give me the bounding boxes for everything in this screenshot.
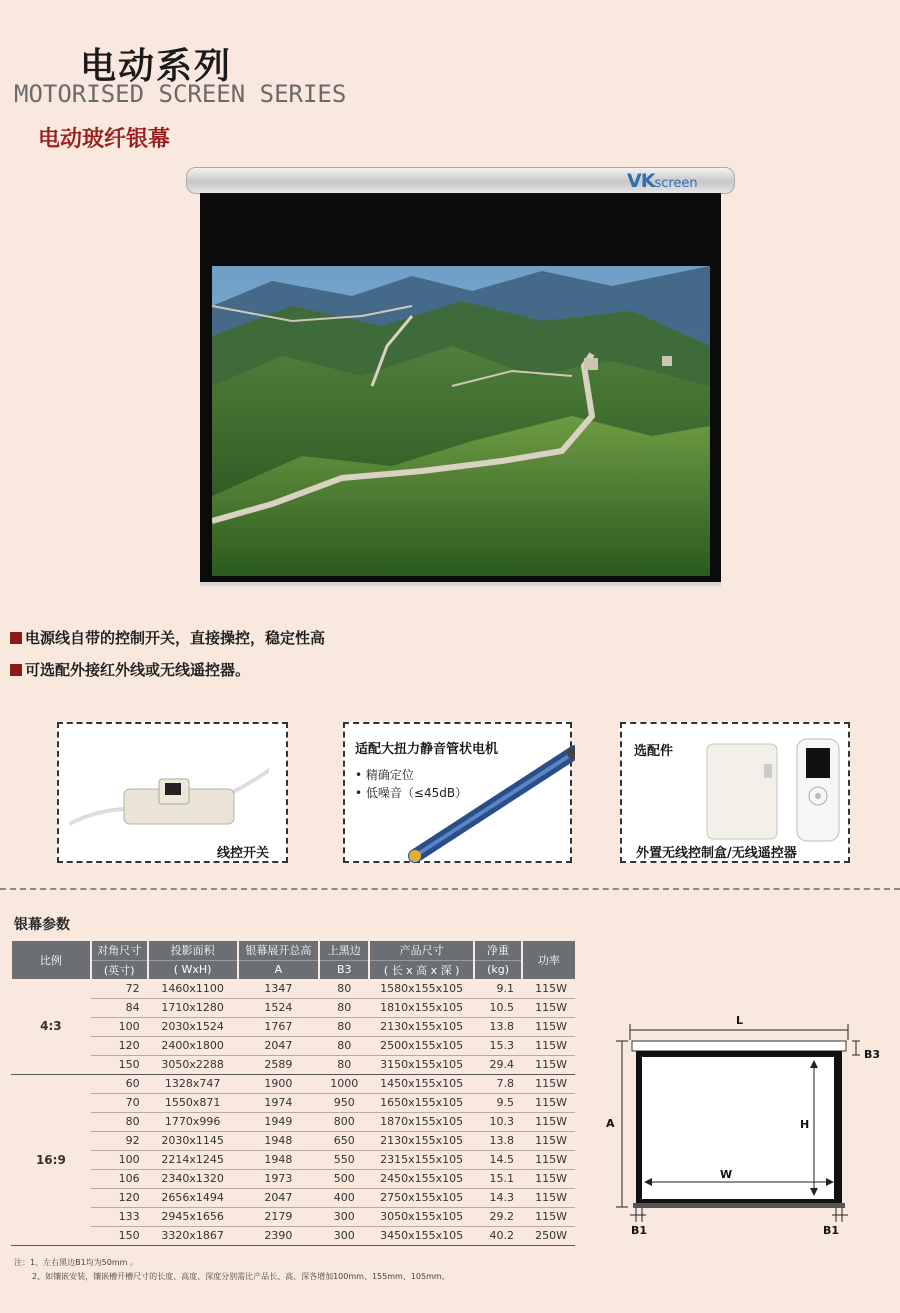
note-2: 2、如镶嵌安装，镶嵌槽开槽尺寸的长度、高度、深度分别需比产品长、高、深各增加100mm、155mm、105mm。 bbox=[32, 1272, 450, 1281]
remote-control-icon bbox=[702, 734, 842, 844]
motor-feature-1: • 精确定位 bbox=[355, 768, 414, 782]
table-cell: 115W bbox=[522, 1207, 575, 1226]
header-power: 功率 bbox=[522, 941, 575, 979]
table-row bbox=[11, 979, 575, 998]
motor-box bbox=[343, 722, 572, 863]
table-cell: 115W bbox=[522, 1188, 575, 1207]
table-cell: 115W bbox=[522, 1169, 575, 1188]
table-cell: 14.3 bbox=[474, 1188, 522, 1207]
table-cell: 1460x1100 bbox=[148, 979, 238, 998]
table-row bbox=[11, 1017, 575, 1036]
table-cell: 2945x1656 bbox=[148, 1207, 238, 1226]
table-cell: 14.5 bbox=[474, 1150, 522, 1169]
label-B1-right: B1 bbox=[823, 1224, 840, 1237]
label-L: L bbox=[736, 1014, 744, 1027]
table-cell: 100 bbox=[91, 1150, 148, 1169]
table-cell: 2130x155x105 bbox=[369, 1017, 474, 1036]
table-row bbox=[11, 1207, 575, 1226]
table-cell: 650 bbox=[319, 1131, 369, 1150]
table-row bbox=[11, 998, 575, 1017]
table-cell: 10.5 bbox=[474, 998, 522, 1017]
table-cell: 120 bbox=[91, 1188, 148, 1207]
table-cell: 115W bbox=[522, 1131, 575, 1150]
square-bullet-icon bbox=[10, 664, 22, 676]
table-cell: 29.2 bbox=[474, 1207, 522, 1226]
table-cell: 1650x155x105 bbox=[369, 1093, 474, 1112]
table-cell: 115W bbox=[522, 1112, 575, 1131]
page-title: 电动系列 bbox=[80, 46, 233, 87]
ratio-cell: 16:9 bbox=[11, 1074, 91, 1245]
table-row bbox=[11, 1226, 575, 1245]
table-cell: 80 bbox=[91, 1112, 148, 1131]
header-weight: 净重 bbox=[474, 941, 522, 960]
table-cell: 1870x155x105 bbox=[369, 1112, 474, 1131]
table-cell: 133 bbox=[91, 1207, 148, 1226]
table-row bbox=[11, 1150, 575, 1169]
table-cell: 2047 bbox=[238, 1036, 320, 1055]
table-cell: 1973 bbox=[238, 1169, 320, 1188]
table-cell: 115W bbox=[522, 1036, 575, 1055]
header-area-unit: ( WxH) bbox=[148, 960, 238, 979]
table-cell: 2340x1320 bbox=[148, 1169, 238, 1188]
table-cell: 15.3 bbox=[474, 1036, 522, 1055]
table-cell: 80 bbox=[319, 998, 369, 1017]
table-cell: 115W bbox=[522, 1074, 575, 1093]
table-cell: 300 bbox=[319, 1207, 369, 1226]
feature-text: 电源线自带的控制开关，直接操控，稳定性高 bbox=[25, 629, 326, 647]
table-cell: 2047 bbox=[238, 1188, 320, 1207]
table-row bbox=[11, 1093, 575, 1112]
table-cell: 2589 bbox=[238, 1055, 320, 1074]
table-cell: 2750x155x105 bbox=[369, 1188, 474, 1207]
table-cell: 10.3 bbox=[474, 1112, 522, 1131]
tubular-motor-icon bbox=[405, 744, 575, 864]
table-cell: 1948 bbox=[238, 1131, 320, 1150]
table-cell: 150 bbox=[91, 1055, 148, 1074]
table-row bbox=[11, 1131, 575, 1150]
table-cell: 115W bbox=[522, 1093, 575, 1112]
options-box bbox=[620, 722, 850, 863]
table-cell: 300 bbox=[319, 1226, 369, 1245]
header-diagonal: 对角尺寸 bbox=[91, 941, 148, 960]
header-weight-unit: (kg) bbox=[474, 960, 522, 979]
table-cell: 40.2 bbox=[474, 1226, 522, 1245]
table-cell: 2450x155x105 bbox=[369, 1169, 474, 1188]
table-cell: 1767 bbox=[238, 1017, 320, 1036]
table-row bbox=[11, 1112, 575, 1131]
label-B1-left: B1 bbox=[631, 1224, 648, 1237]
table-cell: 800 bbox=[319, 1112, 369, 1131]
table-cell: 7.8 bbox=[474, 1074, 522, 1093]
page-title-english: MOTORISED SCREEN SERIES bbox=[14, 80, 347, 108]
great-wall-image bbox=[212, 266, 710, 576]
switch-box bbox=[57, 722, 288, 863]
table-cell: 2656x1494 bbox=[148, 1188, 238, 1207]
header-area: 投影面积 bbox=[148, 941, 238, 960]
table-cell: 120 bbox=[91, 1036, 148, 1055]
table-cell: 1524 bbox=[238, 998, 320, 1017]
table-cell: 2214x1245 bbox=[148, 1150, 238, 1169]
header-product-size: 产品尺寸 bbox=[369, 941, 474, 960]
header-drop-unit: A bbox=[238, 960, 320, 979]
table-cell: 70 bbox=[91, 1093, 148, 1112]
table-cell: 100 bbox=[91, 1017, 148, 1036]
table-cell: 1900 bbox=[238, 1074, 320, 1093]
table-cell: 1000 bbox=[319, 1074, 369, 1093]
spec-notes bbox=[14, 1256, 450, 1284]
header-product-size-unit: ( 长 x 高 x 深 ) bbox=[369, 960, 474, 979]
switch-label: 线控开关 bbox=[217, 846, 270, 861]
table-cell: 3320x1867 bbox=[148, 1226, 238, 1245]
table-cell: 9.5 bbox=[474, 1093, 522, 1112]
table-cell: 2130x155x105 bbox=[369, 1131, 474, 1150]
table-cell: 29.4 bbox=[474, 1055, 522, 1074]
feature-item-1 bbox=[10, 627, 325, 648]
header-black-border-unit: B3 bbox=[319, 960, 369, 979]
table-cell: 115W bbox=[522, 1150, 575, 1169]
table-cell: 500 bbox=[319, 1169, 369, 1188]
table-cell: 84 bbox=[91, 998, 148, 1017]
table-cell: 1948 bbox=[238, 1150, 320, 1169]
table-cell: 550 bbox=[319, 1150, 369, 1169]
table-cell: 250W bbox=[522, 1226, 575, 1245]
table-cell: 13.8 bbox=[474, 1017, 522, 1036]
motor-title: 适配大扭力静音管状电机 bbox=[355, 742, 499, 757]
table-cell: 115W bbox=[522, 1055, 575, 1074]
table-cell: 950 bbox=[319, 1093, 369, 1112]
table-cell: 1810x155x105 bbox=[369, 998, 474, 1017]
table-cell: 115W bbox=[522, 1017, 575, 1036]
product-subtitle: 电动玻纤银幕 bbox=[38, 127, 171, 152]
table-cell: 2400x1800 bbox=[148, 1036, 238, 1055]
options-title: 选配件 bbox=[634, 744, 674, 759]
header-ratio: 比例 bbox=[11, 941, 91, 979]
table-cell: 150 bbox=[91, 1226, 148, 1245]
table-cell: 1550x871 bbox=[148, 1093, 238, 1112]
table-cell: 106 bbox=[91, 1169, 148, 1188]
table-row bbox=[11, 1169, 575, 1188]
section-divider bbox=[0, 888, 900, 890]
table-cell: 9.1 bbox=[474, 979, 522, 998]
table-cell: 80 bbox=[319, 1036, 369, 1055]
header-drop: 银幕展开总高 bbox=[238, 941, 320, 960]
motor-feature-2: • 低噪音（≤45dB） bbox=[355, 786, 468, 800]
table-cell: 115W bbox=[522, 998, 575, 1017]
spec-table bbox=[10, 941, 575, 1246]
brand-logo bbox=[627, 170, 698, 192]
table-cell: 1710x1280 bbox=[148, 998, 238, 1017]
label-W: W bbox=[720, 1168, 733, 1181]
table-cell: 72 bbox=[91, 979, 148, 998]
table-cell: 3150x155x105 bbox=[369, 1055, 474, 1074]
ratio-cell: 4:3 bbox=[11, 979, 91, 1074]
table-cell: 2315x155x105 bbox=[369, 1150, 474, 1169]
table-cell: 13.8 bbox=[474, 1131, 522, 1150]
table-cell: 1347 bbox=[238, 979, 320, 998]
wire-switch-icon bbox=[69, 749, 269, 829]
table-row bbox=[11, 1055, 575, 1074]
table-cell: 2390 bbox=[238, 1226, 320, 1245]
table-cell: 2500x155x105 bbox=[369, 1036, 474, 1055]
table-cell: 3050x2288 bbox=[148, 1055, 238, 1074]
table-cell: 3050x155x105 bbox=[369, 1207, 474, 1226]
spec-table-body bbox=[11, 979, 575, 1245]
table-cell: 80 bbox=[319, 1055, 369, 1074]
table-cell: 80 bbox=[319, 1017, 369, 1036]
square-bullet-icon bbox=[10, 632, 22, 644]
table-row bbox=[11, 1074, 575, 1093]
table-cell: 60 bbox=[91, 1074, 148, 1093]
header-diagonal-unit: (英寸) bbox=[91, 960, 148, 979]
table-cell: 1949 bbox=[238, 1112, 320, 1131]
table-cell: 400 bbox=[319, 1188, 369, 1207]
options-label: 外置无线控制盒/无线遥控器 bbox=[636, 846, 797, 861]
feature-text: 可选配外接红外线或无线遥控器。 bbox=[25, 661, 251, 679]
brand-word: screen bbox=[654, 176, 698, 191]
spec-title: 银幕参数 bbox=[14, 917, 70, 933]
brand-mark: VK bbox=[627, 170, 655, 192]
table-row bbox=[11, 1188, 575, 1207]
table-row bbox=[11, 1036, 575, 1055]
label-B3: B3 bbox=[864, 1048, 881, 1061]
table-cell: 1450x155x105 bbox=[369, 1074, 474, 1093]
table-cell: 1770x996 bbox=[148, 1112, 238, 1131]
dimension-diagram bbox=[600, 1010, 890, 1242]
table-cell: 15.1 bbox=[474, 1169, 522, 1188]
feature-item-2 bbox=[10, 659, 250, 680]
label-H: H bbox=[800, 1118, 810, 1131]
table-cell: 2179 bbox=[238, 1207, 320, 1226]
table-cell: 80 bbox=[319, 979, 369, 998]
table-cell: 1580x155x105 bbox=[369, 979, 474, 998]
table-cell: 2030x1145 bbox=[148, 1131, 238, 1150]
table-cell: 3450x155x105 bbox=[369, 1226, 474, 1245]
table-cell: 115W bbox=[522, 979, 575, 998]
note-1: 注：1、左右黑边B1均为50mm 。 bbox=[14, 1258, 138, 1267]
table-cell: 92 bbox=[91, 1131, 148, 1150]
label-A: A bbox=[606, 1117, 615, 1130]
header-black-border: 上黑边 bbox=[319, 941, 369, 960]
table-cell: 1974 bbox=[238, 1093, 320, 1112]
table-cell: 2030x1524 bbox=[148, 1017, 238, 1036]
table-cell: 1328x747 bbox=[148, 1074, 238, 1093]
